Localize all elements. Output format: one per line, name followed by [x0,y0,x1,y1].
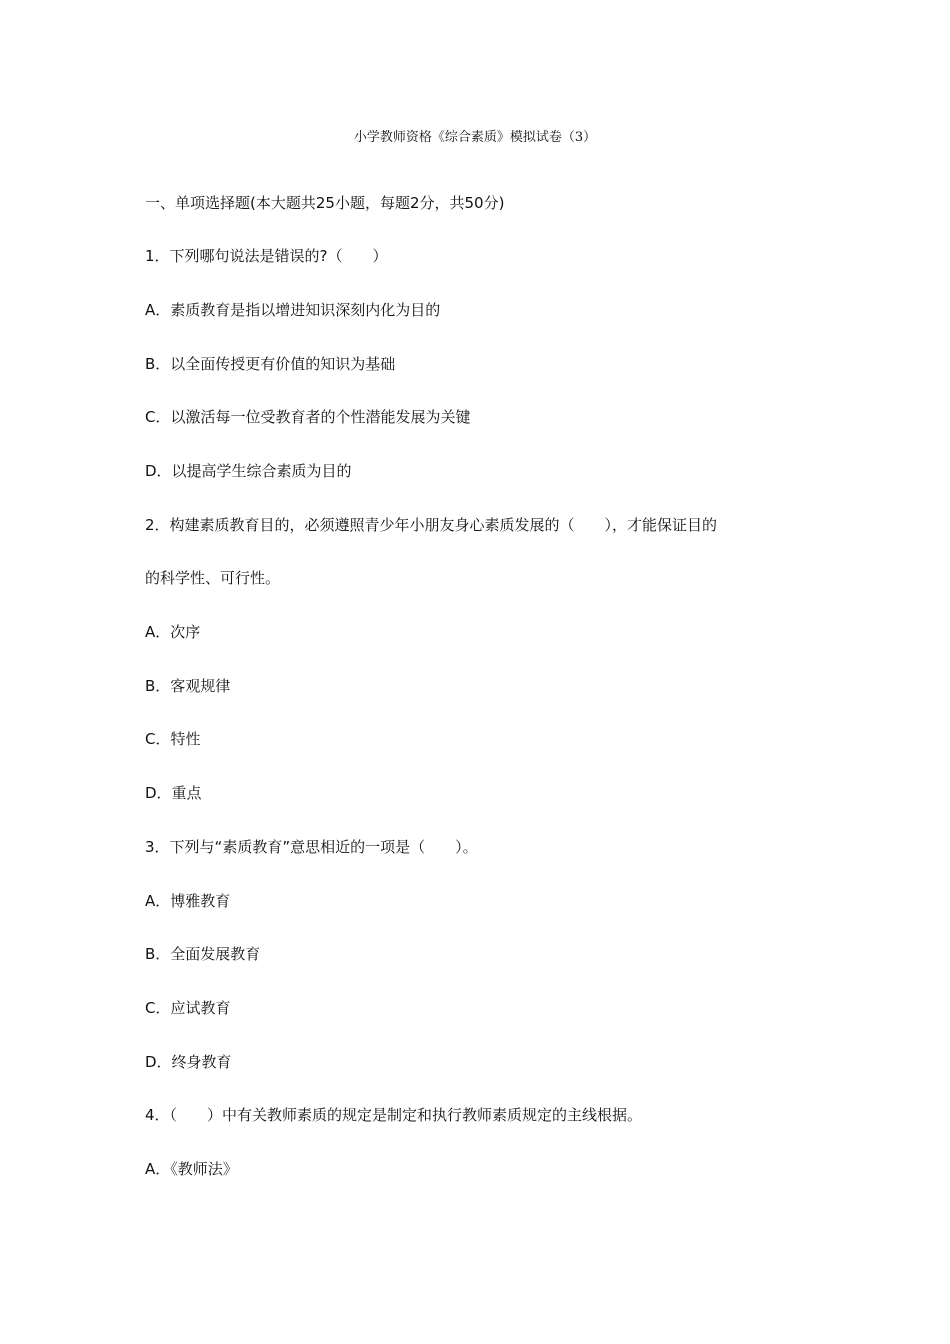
question-2-stem-line-1: 2．构建素质教育目的，必须遵照青少年小朋友身心素质发展的（ ），才能保证目的 [145,516,718,534]
question-3-option-d: D．终身教育 [145,1053,232,1071]
question-2-stem-line-2: 的科学性、可行性。 [145,569,281,587]
question-3-stem: 3．下列与“素质教育”意思相近的一项是（ ）。 [145,838,478,856]
question-1-option-c: C．以激活每一位受教育者的个性潜能发展为关键 [145,408,471,426]
exam-title: 小学教师资格《综合素质》模拟试卷（3） [353,130,597,145]
question-4-stem: 4．（ ）中有关教师素质的规定是制定和执行教师素质规定的主线根据。 [145,1106,643,1124]
question-2-option-b: B．客观规律 [145,677,231,695]
question-1-option-d: D．以提高学生综合素质为目的 [145,462,352,480]
question-3-option-c: C．应试教育 [145,999,231,1017]
question-4-option-a: A．《教师法》 [145,1160,238,1178]
section-heading: 一、单项选择题(本大题共25小题，每题2分，共50分) [145,194,505,212]
question-1-option-b: B．以全面传授更有价值的知识为基础 [145,355,396,373]
question-2-option-d: D．重点 [145,784,202,802]
question-1-option-a: A．素质教育是指以增进知识深刻内化为目的 [145,301,441,319]
question-3-option-b: B．全面发展教育 [145,945,261,963]
question-2-option-c: C．特性 [145,730,201,748]
question-3-option-a: A．博雅教育 [145,892,231,910]
question-1-stem: 1．下列哪句说法是错误的?（ ） [145,247,388,265]
question-2-option-a: A．次序 [145,623,201,641]
